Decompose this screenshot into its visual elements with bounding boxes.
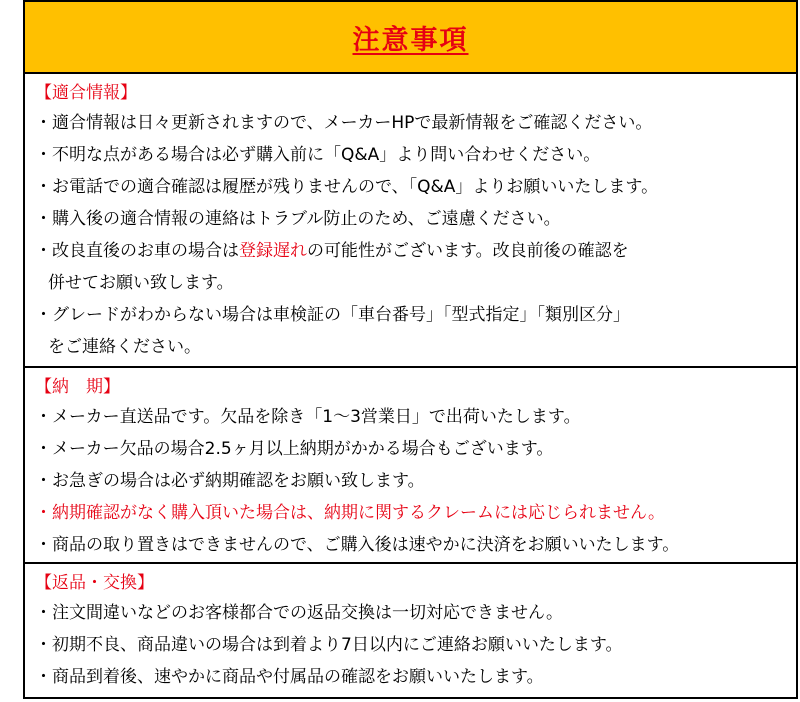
list-item-text: ・改良直後のお車の場合は xyxy=(35,241,239,261)
section-heading: 【返品・交換】 xyxy=(35,573,154,593)
section-returns xyxy=(25,564,796,693)
list-item-text: の可能性がございます。改良前後の確認を xyxy=(307,241,629,261)
highlight-text: 登録遅れ xyxy=(239,241,307,261)
list-item-warning: ・納期確認がなく購入頂いた場合は、納期に関するクレームには応じられません。 xyxy=(35,503,666,523)
notice-title: 注意事項 xyxy=(352,24,469,56)
list-item: ・初期不良、商品違いの場合は到着より7日以内にご連絡お願いいたします。 xyxy=(35,635,623,655)
list-item: ・注文間違いなどのお客様都合での返品交換は一切対応できません。 xyxy=(35,603,564,623)
list-item: ・メーカー直送品です。欠品を除き「1～3営業日」で出荷いたします。 xyxy=(35,407,581,427)
list-item: ・適合情報は日々更新されますので、メーカーHPで最新情報をご確認ください。 xyxy=(35,113,653,133)
list-item: ・メーカー欠品の場合2.5ヶ月以上納期がかかる場合もございます。 xyxy=(35,439,554,459)
list-item-continuation: をご連絡ください。 xyxy=(48,337,201,357)
notice-box xyxy=(23,0,798,699)
list-item: ・お電話での適合確認は履歴が残りませんので、「Q&A」よりお願いいたします。 xyxy=(35,177,659,197)
section-heading: 【納 期】 xyxy=(35,377,120,397)
list-item xyxy=(35,235,796,267)
section-delivery xyxy=(25,368,796,564)
section-compatibility xyxy=(25,74,796,368)
list-item: ・グレードがわからない場合は車検証の「車台番号」「型式指定」「類別区分」 xyxy=(35,305,630,325)
list-item: ・商品到着後、速やかに商品や付属品の確認をお願いいたします。 xyxy=(35,667,544,687)
list-item: ・購入後の適合情報の連絡はトラブル防止のため、ご遠慮ください。 xyxy=(35,209,561,229)
section-heading: 【適合情報】 xyxy=(35,83,137,103)
list-item: ・商品の取り置きはできませんので、ご購入後は速やかに決済をお願いいたします。 xyxy=(35,535,680,555)
list-item-continuation: 併せてお願い致します。 xyxy=(48,273,234,293)
list-item: ・不明な点がある場合は必ず購入前に「Q&A」より問い合わせください。 xyxy=(35,145,601,165)
list-item: ・お急ぎの場合は必ず納期確認をお願い致します。 xyxy=(35,471,425,491)
notice-header xyxy=(25,2,796,74)
